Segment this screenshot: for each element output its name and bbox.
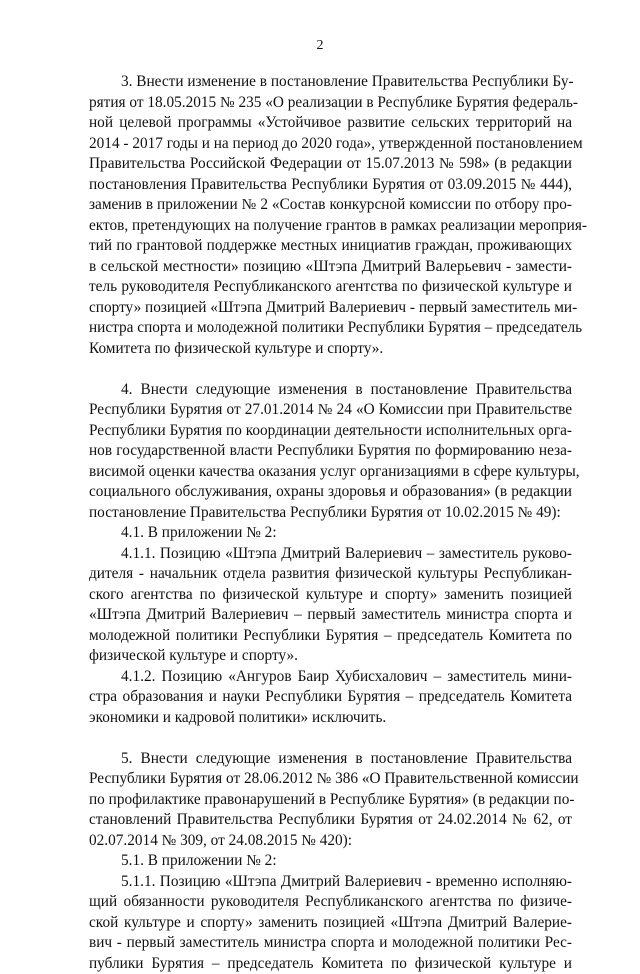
paragraph-line: тель руководителя Республиканского агентства по физической культуре и (89, 277, 572, 298)
paragraph-line: 5.1.1. Позицию «Штэпа Дмитрий Валериевич - временно исполняю- (89, 872, 572, 893)
paragraph-line: «Штэпа Дмитрий Валериевич – первый заместитель министра спорта и (89, 605, 572, 626)
paragraph (89, 749, 572, 852)
paragraph-line: заменив в приложении № 2 «Состав конкурсной комиссии по отбору про- (89, 195, 572, 216)
paragraph-line: ектов, претендующих на получение грантов в рамках реализации мероприя- (89, 216, 572, 237)
paragraph (89, 667, 572, 729)
paragraph-line: 2014 - 2017 годы и на период до 2020 года», утвержденной постановлением (89, 134, 572, 155)
paragraph-line: социального обслуживания, охраны здоровья и образования» (в редакции (89, 482, 572, 503)
paragraph-line: спорту» позицией «Штэпа Дмитрий Валериевич - первый заместитель ми- (89, 298, 572, 319)
paragraph-line: ной целевой программы «Устойчивое развитие сельских территорий на (89, 113, 572, 134)
paragraph-line: 3. Внести изменение в постановление Правительства Республики Бу- (89, 72, 572, 93)
document-body (89, 72, 572, 974)
paragraph-line: нов государственной власти Республики Бурятия по формированию неза- (89, 441, 572, 462)
paragraph-line: Правительства Российской Федерации от 15.07.2013 № 598» (в редакции (89, 154, 572, 175)
paragraph-line: 4. Внести следующие изменения в постановление Правительства (89, 380, 572, 401)
paragraph-line: Республики Бурятия по координации деятельности исполнительных орга- (89, 421, 572, 442)
paragraph (89, 851, 572, 872)
paragraph-line: дителя - начальник отдела развития физической культуры Республикан- (89, 564, 572, 585)
paragraph-line: 4.1. В приложении № 2: (89, 523, 572, 544)
paragraph (89, 523, 572, 544)
paragraph-line: постановление Правительства Республики Бурятия от 10.02.2015 № 49): (89, 503, 572, 524)
paragraph-line: Комитета по физической культуре и спорту». (89, 339, 572, 360)
paragraph-line: 02.07.2014 № 309, от 24.08.2015 № 420): (89, 831, 572, 852)
paragraph-gap (89, 359, 572, 380)
paragraph-gap (89, 728, 572, 749)
paragraph-line: по профилактике правонарушений в Республике Бурятия» (в редакции по- (89, 790, 572, 811)
paragraph-line: 5.1. В приложении № 2: (89, 851, 572, 872)
paragraph-line: вич - первый заместитель министра спорта и молодежной политики Рес- (89, 933, 572, 954)
paragraph-line: становлений Правительства Республики Бурятия от 24.02.2014 № 62, от (89, 810, 572, 831)
page-number: 2 (0, 38, 640, 54)
paragraph-line: в сельской местности» позицию «Штэпа Дмитрий Валерьевич - замести- (89, 257, 572, 278)
paragraph-line: ской культуре и спорту» заменить позицией «Штэпа Дмитрий Валерие- (89, 913, 572, 934)
paragraph-line: ского агентства по физической культуре и спорту» заменить позицией (89, 585, 572, 606)
paragraph-line: физической культуре и спорту». (89, 646, 572, 667)
paragraph-line: щий обязанности руководителя Республиканского агентства по физиче- (89, 892, 572, 913)
paragraph-line: 5. Внести следующие изменения в постановление Правительства (89, 749, 572, 770)
paragraph-line: постановления Правительства Республики Бурятия от 03.09.2015 № 444), (89, 175, 572, 196)
paragraph-line: молодежной политики Республики Бурятия – председатель Комитета по (89, 626, 572, 647)
paragraph-line: публики Бурятия – председатель Комитета по физической культуре и (89, 954, 572, 974)
paragraph (89, 72, 572, 359)
paragraph (89, 544, 572, 667)
paragraph-line: экономики и кадровой политики» исключить. (89, 708, 572, 729)
paragraph-line: Республики Бурятия от 27.01.2014 № 24 «О Комиссии при Правительстве (89, 400, 572, 421)
paragraph-line: 4.1.1. Позицию «Штэпа Дмитрий Валериевич – заместитель руково- (89, 544, 572, 565)
paragraph-line: 4.1.2. Позицию «Ангуров Баир Хубисхалович – заместитель мини- (89, 667, 572, 688)
paragraph-line: Республики Бурятия от 28.06.2012 № 386 «О Правительственной комиссии (89, 769, 572, 790)
paragraph-line: рятия от 18.05.2015 № 235 «О реализации в Республике Бурятия федераль- (89, 93, 572, 114)
paragraph-line: нистра спорта и молодежной политики Республики Бурятия – председатель (89, 318, 572, 339)
paragraph-line: стра образования и науки Республики Бурятия – председатель Комитета (89, 687, 572, 708)
paragraph-line: висимой оценки качества оказания услуг организациями в сфере культуры, (89, 462, 572, 483)
paragraph-line: тий по грантовой поддержке местных инициатив граждан, проживающих (89, 236, 572, 257)
paragraph (89, 872, 572, 974)
paragraph (89, 380, 572, 524)
